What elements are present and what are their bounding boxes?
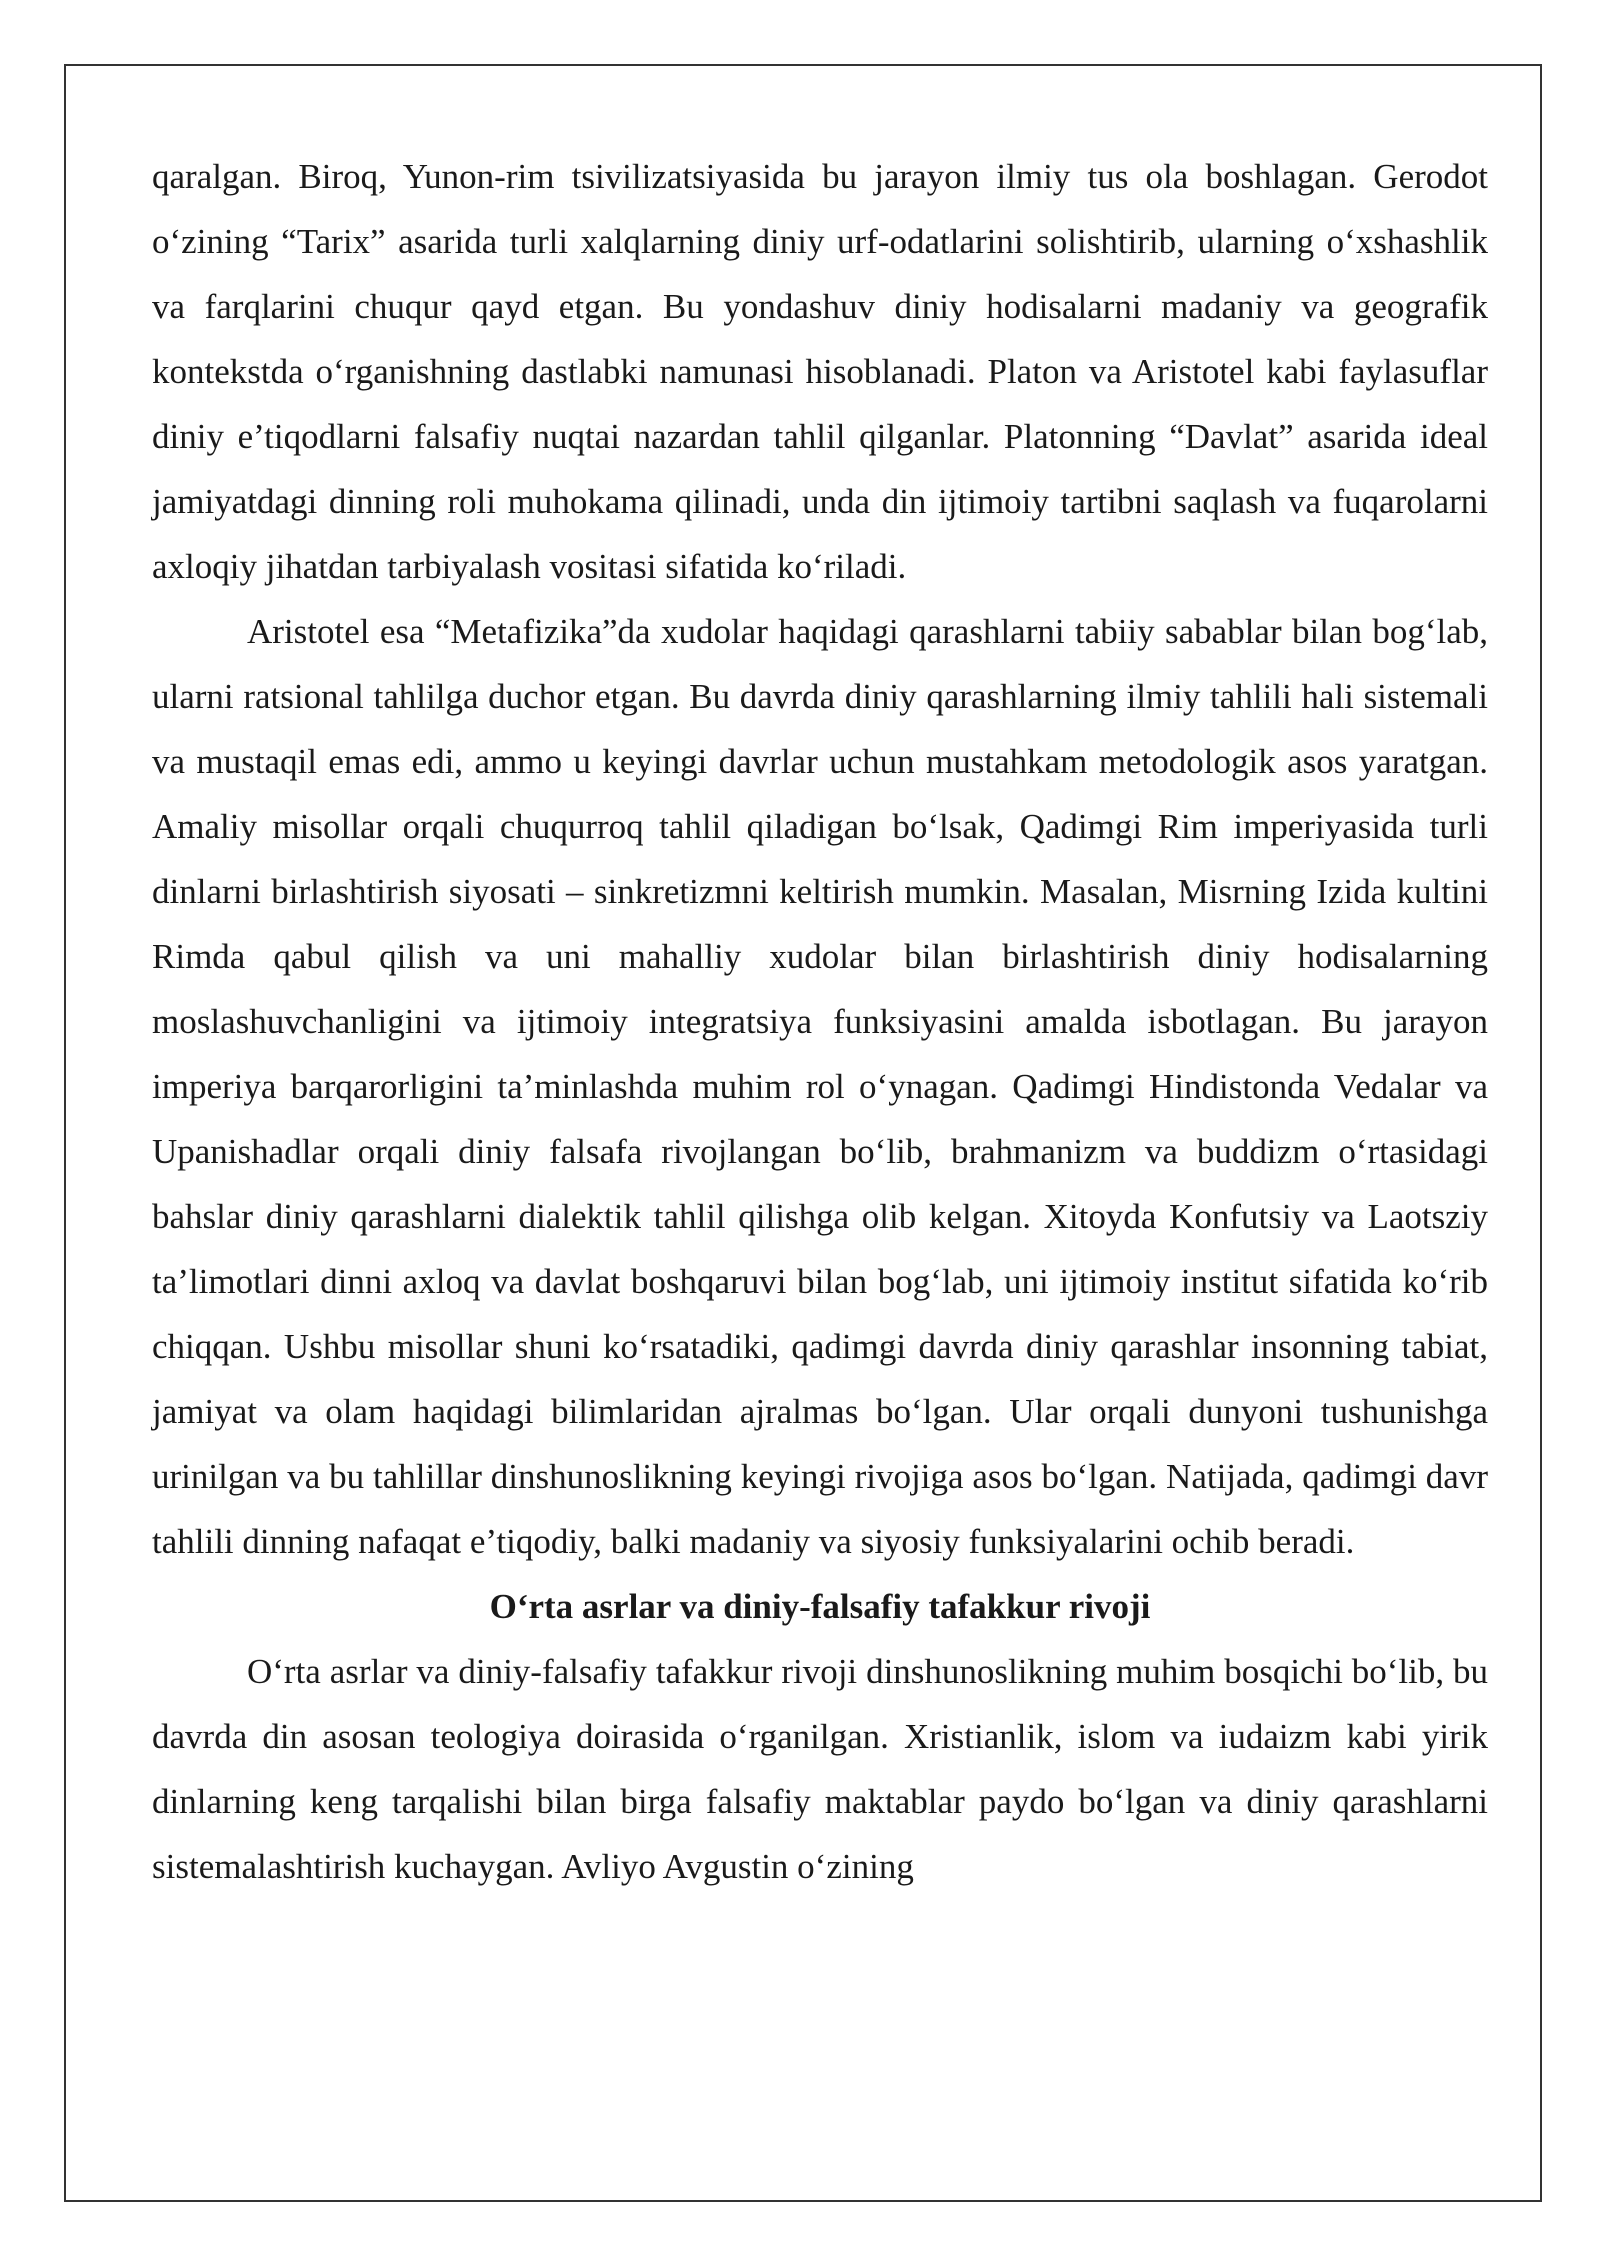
section-heading: O‘rta asrlar va diniy-falsafiy tafakkur rivoji [489,1587,1151,1626]
paragraph-3: O‘rta asrlar va diniy-falsafiy tafakkur rivoji dinshunoslikning muhim bosqichi bo‘lib, bu davrda din asosan teologiya doirasida o‘rganilgan. Xristianlik, islom va iudaizm kabi yirik dinlarning keng tarqalishi bilan birga falsafiy maktablar paydo bo‘lgan va diniy qarashlarni sistemalashtirish kuchaygan. Avliyo Avgustin o‘zining [152,1652,1488,1886]
paragraph-2: Aristotel esa “Metafizika”da xudolar haqidagi qarashlarni tabiiy sabablar bilan bog‘lab, ularni ratsional tahlilga duchor etgan. Bu davrda diniy qarashlarning ilmiy tahlili hali sistemali va mustaqil emas edi, ammo u keyingi davrlar uchun mustahkam metodologik asos yaratgan. Amaliy misollar orqali chuqurroq tahlil qiladigan bo‘lsak, Qadimgi Rim imperiyasida turli dinlarni birlashtirish siyosati – sinkretizmni keltirish mumkin. Masalan, Misrning Izida kultini Rimda qabul qilish va uni mahalliy xudolar bilan birlashtirish diniy hodisalarning moslashuvchanligini va ijtimoiy integratsiya funksiyasini amalda isbotlagan. Bu jarayon imperiya barqarorligini ta’minlashda muhim rol o‘ynagan. Qadimgi Hindistonda Vedalar va Upanishadlar orqali diniy falsafa rivojlangan bo‘lib, brahmanizm va buddizm o‘rtasidagi bahslar diniy qarashlarni dialektik tahlil qilishga olib kelgan. Xitoyda Konfutsiy va Laotsziy ta’limotlari dinni axloq va davlat boshqaruvi bilan bog‘lab, uni ijtimoiy institut sifatida ko‘rib chiqqan. Ushbu misollar shuni ko‘rsatadiki, qadimgi davrda diniy qarashlar insonning tabiat, jamiyat va olam haqidagi bilimlaridan ajralmas bo‘lgan. Ular orqali dunyoni tushunishga urinilgan va bu tahlillar dinshunoslikning keyingi rivojiga asos bo‘lgan. Natijada, qadimgi davr tahlili dinning nafaqat e’tiqodiy, balki madaniy va siyosiy funksiyalarini ochib beradi. [152,612,1488,1561]
paragraph-1: qaralgan. Biroq, Yunon-rim tsivilizatsiyasida bu jarayon ilmiy tus ola boshlagan. Gerodot o‘zining “Tarix” asarida turli xalqlarning diniy urf-odatlarini solishtirib, ularning o‘xshashlik va farqlarini chuqur qayd etgan. Bu yondashuv diniy hodisalarni madaniy va geografik kontekstda o‘rganishning dastlabki namunasi hisoblanadi. Platon va Aristotel kabi faylasuflar diniy e’tiqodlarni falsafiy nuqtai nazardan tahlil qilganlar. Platonning “Davlat” asarida ideal jamiyatdagi dinning roli muhokama qilinadi, unda din ijtimoiy tartibni saqlash va fuqarolarni axloqiy jihatdan tarbiyalash vositasi sifatida ko‘riladi. [152,157,1488,586]
document-body [152,144,1488,1899]
